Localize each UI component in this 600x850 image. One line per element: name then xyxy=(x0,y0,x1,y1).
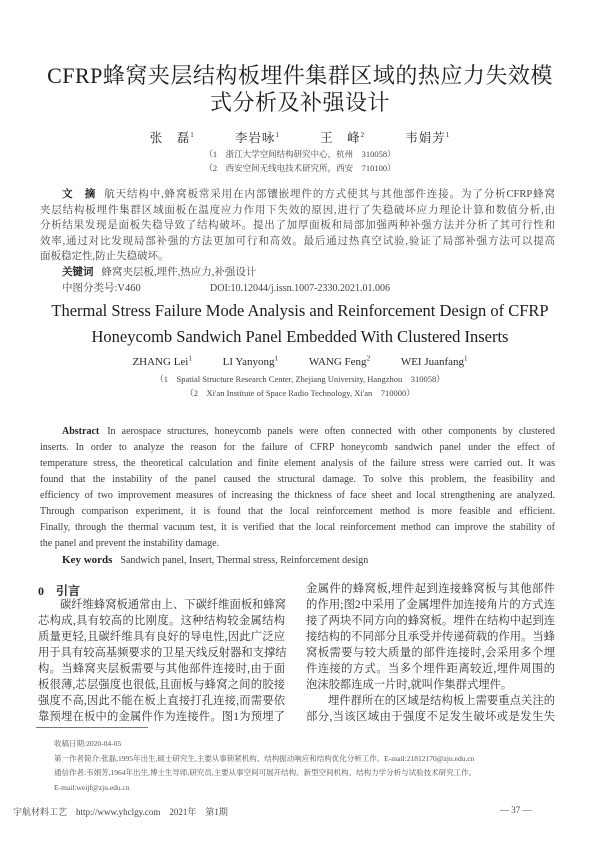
english-title-line: Thermal Stress Failure Mode Analysis and Reinforcement Design of CFRP xyxy=(51,301,549,320)
affiliation: （1 浙江大学空间结构研究中心，杭州 310058） xyxy=(204,149,396,159)
clc-number: 中图分类号:V460 xyxy=(62,282,141,294)
affiliation: （2 Xi'an Institute of Space Radio Technology, Xi'an 710000） xyxy=(185,388,415,398)
section-heading: 0 引言 xyxy=(38,584,81,598)
abstract-label: 文 摘 xyxy=(62,189,97,200)
text-line: 构。当蜂窝夹层板需要与其他部件连接时,由于面 xyxy=(38,663,285,675)
english-authors xyxy=(0,354,600,368)
footnote-first-author: 第一作者简介:张磊,1995年出生,硕士研究生,主要从事锁紧机构、结构振动响应和结构优化分析工作。E-mail:21812170@zju.edu.cn xyxy=(54,753,475,763)
affiliation: （2 西安空间无线电技术研究所，西安 710100） xyxy=(204,163,396,173)
text-line xyxy=(40,187,555,203)
text-line: 芯构成,具有较高的比刚度。这种结构较金属结构 xyxy=(38,615,285,627)
text-line: Through comparison experiment, it is found that the local reinforcement method is more feasible and efficient. xyxy=(40,506,555,517)
author: ZHANG Lei$^1$ xyxy=(132,354,192,368)
text-line: 窝板需要与较大质量的部件连接时,会采用多个埋 xyxy=(306,647,555,659)
text-line: 强度不高,因此不能在板上直接打孔连接,而需要依 xyxy=(38,695,285,707)
keywords-text: 蜂窝夹层板,埋件,热应力,补强设计 xyxy=(101,267,257,278)
text-line: 夹层结构板埋件集群区域面板在温度应力作用下失效的原因,进行了失稳破坏应力理论计算和数值分析,由 xyxy=(40,204,555,216)
text-line: efficiency of two improvement measures of increasing the thickness of face sheet and local strengthening are analyzed. xyxy=(40,490,555,501)
text-line: 接结构的不同部分且承受并传递荷载的作用。当蜂 xyxy=(306,631,555,643)
text-line: 分析结果发现是面板失稳导致了结构破坏。提出了加厚面板和局部加强两种补强方法并分析了其可行性和 xyxy=(40,220,555,231)
author: 韦娟芳$^1$ xyxy=(405,130,451,145)
english-title-line: Honeycomb Sandwich Panel Embedded With Clustered Inserts xyxy=(91,327,509,346)
chinese-title-line: 式分析及补强设计 xyxy=(209,90,390,115)
text-line: Finally, through the thermal vacuum test, it is verified that the local reinforcement method can improve the stability of xyxy=(40,522,555,533)
text-line: 碳纤维蜂窝板通常由上、下碳纤维面板和蜂窝 xyxy=(60,599,286,611)
author: WANG Feng$^2$ xyxy=(308,354,371,368)
text-line: 的作用;图2中采用了金属埋件加连接角片的方式连 xyxy=(306,599,555,611)
text-line: the panel and prevent the instability damage. xyxy=(40,538,220,549)
author: 王 峰$^2$ xyxy=(320,130,366,145)
abstract-text: 航天结构中,蜂窝板常采用在内部镶嵌埋件的方式使其与其他部件连接。为了分析CFRP蜂窝 xyxy=(104,189,555,200)
chinese-keywords xyxy=(40,265,555,296)
text-line: 用于具有较高基频要求的卫星天线反射器和支撑结 xyxy=(38,647,287,659)
text-line: 金属件的蜂窝板,埋件起到连接蜂窝板与其他部件 xyxy=(306,583,555,595)
text-line: 接了两块不同方向的蜂窝板。埋件在结构中起到连 xyxy=(306,615,555,627)
chinese-title xyxy=(0,62,600,116)
right-column xyxy=(306,581,555,725)
doi: DOI:10.12044/j.issn.1007-2330.2021.01.006 xyxy=(210,282,390,294)
english-keywords xyxy=(40,552,577,569)
author: LI Yanyong$^1$ xyxy=(222,354,279,368)
author: 张 磊$^1$ xyxy=(149,130,195,145)
text-line: 板很薄,芯层强度也很低,且面板与蜂窝之间的胶接 xyxy=(38,679,285,691)
text-line: 泡沫胶都连成一片时,就叫作集群式埋件。 xyxy=(306,679,513,691)
left-column xyxy=(38,597,285,725)
footnote-divider xyxy=(36,727,148,728)
keywords-text: Sandwich panel, Insert, Thermal stress, Reinforcement design xyxy=(120,555,369,566)
affiliation: （1 Spatial Structure Research Center, Zhejiang University, Hangzhou 310058） xyxy=(155,374,445,384)
page-number: — 37 — xyxy=(500,805,532,815)
text-line: 件连接的方式。当多个埋件距离较近,埋件周围的 xyxy=(306,663,555,675)
text-line: temperature stress, the theoretical calculation and finite element analysis of the failure stress were carried out. It was xyxy=(40,458,555,469)
footnote-email: E-mail:weijf@zju.edu.cn xyxy=(54,782,130,792)
chinese-affiliations xyxy=(0,147,600,175)
text-line: 靠预埋在板中的金属件作为连接件。图1为预埋了 xyxy=(38,711,285,723)
text-line xyxy=(40,424,555,440)
footnotes xyxy=(54,737,476,795)
chinese-authors xyxy=(0,128,600,146)
text-line: 部分,当该区域由于强度不足发生破坏或是发生失 xyxy=(306,711,555,723)
abstract-label: Abstract xyxy=(62,426,100,437)
chinese-abstract xyxy=(40,187,555,265)
abstract-text: In aerospace structures, honeycomb panels were often connected with other components by clustered xyxy=(107,426,555,437)
keywords-label: Key words xyxy=(62,554,113,566)
text-line: inserts. In order to analyze the reason for the failure of CFRP honeycomb sandwich panel under the effect of xyxy=(40,442,555,453)
text-line: 面板稳定性,防止失稳破坏。 xyxy=(40,251,169,262)
english-abstract xyxy=(40,424,555,552)
author: WEI Juanfang$^1$ xyxy=(400,354,468,368)
author: 李岩咏$^1$ xyxy=(234,130,280,145)
text-line: 埋件群所在的区域是结构板上需要重点关注的 xyxy=(328,695,555,707)
english-title xyxy=(0,298,600,350)
keywords-label: 关键词 xyxy=(62,267,94,278)
chinese-title-line: CFRP蜂窝夹层结构板埋件集群区域的热应力失效模 xyxy=(47,63,553,88)
journal-footer: 宇航材料工艺 http://www.yhclgy.com 2021年 第1期 xyxy=(13,807,228,817)
footnote-corresponding-author: 通信作者:韦娟芳,1964年出生,博士生导师,研究员,主要从事空间可展开结构、新型空间机构、结构力学分析与试验技术研究工作。 xyxy=(54,768,477,777)
text-line: found that the instability of the panel caused the structural damage. To solve this problem, the feasibility and xyxy=(40,474,555,485)
text-line: 效率,通过对比发现局部补强的方法更加可行和高效。最后通过热真空试验,验证了局部补强方法可以提高 xyxy=(40,235,555,247)
footnote-received: 收稿日期:2020-04-05 xyxy=(54,739,122,748)
text-line: 质量更轻,且碳纤维具有良好的导电性,因此广泛应 xyxy=(38,631,285,643)
english-affiliations xyxy=(0,372,600,400)
